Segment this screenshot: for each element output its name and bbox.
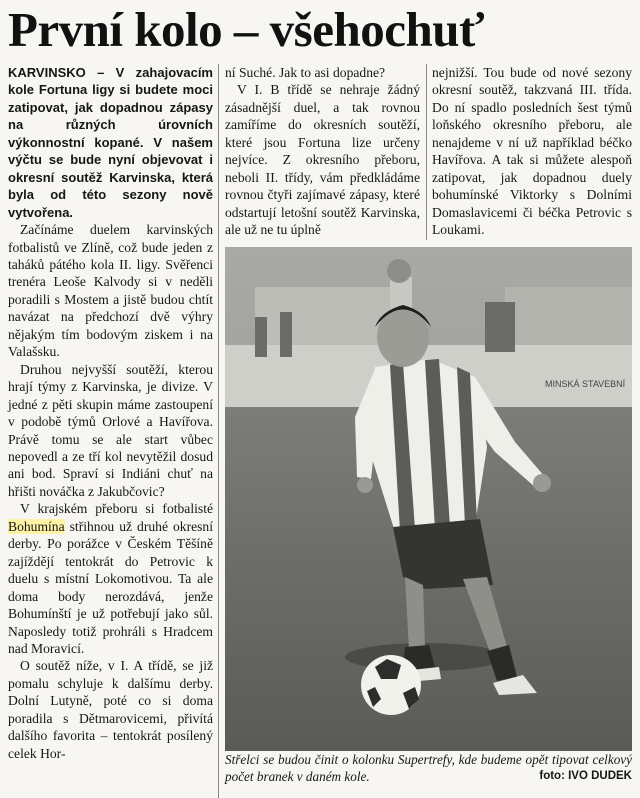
paragraph-3-text-a: V krajském přeboru si fotbalisté (20, 501, 213, 517)
paragraph-3-text-b: střihnou už druhé okresní derby. Po porážce v Českém Těšíně zajíždějí tentokrát do Petrovic k duelu s místní Lokomotivou. Ta ale doma body nerozdává, jenže Bohumínští je už potřebují jako sůl. Naposledy totiž prohráli s Hradcem nad Moravicí. (8, 518, 213, 656)
article-headline: První kolo – všehochuť (8, 2, 485, 57)
paragraph-2: Druhou nejvyšší soutěží, kterou hrají týmy z Karvinska, je divize. V jedné z pěti skupin máme zastoupení v podobě týmů Orlové a Havířova. Právě tomu se ale start vůbec nepovedl a ze tří kol nevytěžil dosud ani bod. Spraví si Indiáni chuť na hřišti nováčka z Jakubčovic? (8, 361, 213, 499)
highlighted-word: Bohumína (8, 518, 65, 534)
article-column-3 (432, 64, 632, 239)
article-column-2 (225, 64, 420, 239)
paragraph-4: O soutěž níže, v I. A třídě, se již pomalu schyluje k dalšímu derby. Dolní Lutyně, poté co si doma poradila s Dětmarovicemi, přivítá dalšího favorita – tentokrát posílený celek Hor- (8, 658, 213, 761)
paragraph-3 (8, 500, 213, 657)
paragraph-7: nejnižší. Tou bude od nové sezony okresní soutěž, takzvaná III. třída. Do ní spadlo posledních šest týmů loňského okresního přeboru, ale nenajdeme v ní už například béčko Havířova. A tak si můžete alespoň zatipovat, jak dopadnou duely bohumínské Viktorky s Dolními Domaslavicemi či béčka Petrovic s Loukami. (432, 65, 632, 238)
column-divider-2 (426, 64, 427, 240)
article-lead: KARVINSKO – V zahajovacím kole Fortuna ligy si budete moci zatipovat, jak dopadnou zápasy na různých úrovních výkonnostní kopané. V našem výčtu se bude nyní objevovat i okresní soutěž Karvinska, která byla od této sezony nově vytvořena. (8, 65, 213, 220)
paragraph-6: V I. B třídě se nehraje žádný zásadnější duel, a tak rovnou zamíříme do okresních soutěží, které jsou Fortuna lize určeny nejvíce. Z okresního přeboru, neboli II. třídy, vám předkládáme rovnou čtyři zajímavé zápasy, které odstartují letošní soutěž Karvinska, ale už ne tu úplně (225, 82, 420, 238)
paragraph-5: ní Suché. Jak to asi dopadne? (225, 65, 386, 80)
paragraph-1: Začínáme duelem karvinských fotbalistů ve Zlíně, což bude jeden z taháků pátého kola II. ligy. Svěřenci trenéra Leoše Kalvody si v neděli poradili s Mostem a jistě budou chtít navázat na předchozí dvě výhry nějakým tím bodovým ziskem i na Valašsku. (8, 222, 213, 360)
photo-caption: Střelci se budou činit o kolonku Supertrefy, kde budeme opět tipovat celkový počet branek v daném kole. (225, 752, 632, 784)
football-player-photo (225, 247, 632, 751)
photo-credit: foto: IVO DUDEK (535, 768, 632, 785)
banner-text: MINSKÁ STAVEBNÍ (545, 379, 626, 389)
column-divider-1 (218, 64, 219, 798)
article-column-1 (8, 64, 213, 762)
